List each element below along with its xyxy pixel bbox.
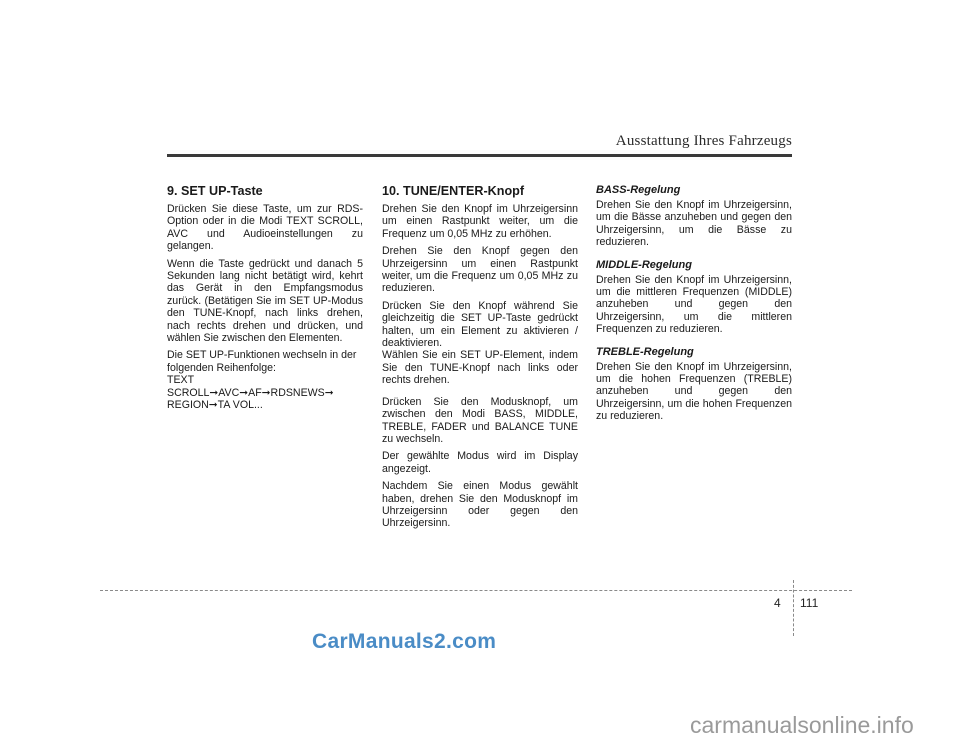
paragraph: Drehen Sie den Knopf gegen den Uhrzeigersinn um einen Rastpunkt weiter, um die Frequenz um 0,05 MHz zu reduzieren.	[382, 245, 578, 295]
chapter-number: 4	[774, 596, 781, 610]
paragraph: Wählen Sie ein SET UP-Element, indem Sie den TUNE-Knopf nach links oder rechts drehen.	[382, 349, 578, 387]
paragraph: Die SET UP-Funktionen wechseln in der folgenden Reihenfolge:	[167, 349, 357, 374]
paragraph: Wenn die Taste gedrückt und danach 5 Sekunden lang nicht betätigt wird, kehrt das Gerät in den Empfangsmodus zurück. (Betätigen Sie im SET UP-Modus den TUNE-Knopf, nach links drehen, nach rechts drehen und drücken, und wählen Sie zwischen den Elementen.	[167, 257, 363, 345]
section-heading: 9. SET UP-Taste	[167, 184, 263, 198]
treble-text: Drehen Sie den Knopf im Uhrzeigersinn, um die hohen Frequenzen (TREBLE) anzuheben und gegen den Uhrzeigersinn, um die hohen Frequenzen zu reduzieren.	[596, 360, 792, 423]
paragraph: Drücken Sie diese Taste, um zur RDS-Option oder in die Modi TEXT SCROLL, AVC und Audioeinstellungen zu gelangen.	[167, 203, 363, 253]
column-sound-regelung	[596, 184, 792, 428]
manualsonline-watermark: carmanualsonline.info	[690, 712, 914, 738]
treble-heading: TREBLE-Regelung	[596, 345, 694, 358]
function-sequence: TEXT SCROLL➞AVC➞AF➞RDSNEWS➞ REGION➞TA VOL...	[167, 374, 334, 412]
footer-dashed-rule	[100, 590, 852, 591]
section-heading: 10. TUNE/ENTER-Knopf	[382, 184, 525, 198]
paragraph: Drücken Sie den Knopf während Sie gleichzeitig die SET UP-Taste gedrückt halten, um ein Element zu aktivieren / deaktivieren.	[382, 299, 578, 350]
footer-vertical-dashed-rule	[793, 580, 794, 636]
page-number: 111	[800, 596, 819, 610]
bass-heading: BASS-Regelung	[596, 184, 681, 196]
paragraph: Drücken Sie den Modusknopf, um zwischen den Modi BASS, MIDDLE, TREBLE, FADER und BALANCE TUNE zu wechseln.	[382, 395, 578, 445]
page-header-title: Ausstattung Ihres Fahrzeugs	[615, 133, 792, 149]
paragraph: Der gewählte Modus wird im Display angezeigt.	[382, 450, 578, 475]
header-rule	[167, 154, 792, 157]
bass-text: Drehen Sie den Knopf im Uhrzeigersinn, um die Bässe anzuheben und gegen den Uhrzeigersinn, um die Bässe zu reduzieren.	[596, 199, 792, 249]
middle-heading: MIDDLE-Regelung	[596, 258, 692, 271]
column-set-up-taste	[167, 184, 363, 417]
middle-text: Drehen Sie den Knopf im Uhrzeigersinn, um die mittleren Frequenzen (MIDDLE) anzuheben und gegen den Uhrzeigersinn, um die mittleren Frequenzen zu reduzieren.	[596, 273, 792, 336]
paragraph: Nachdem Sie einen Modus gewählt haben, drehen Sie den Modusknopf im Uhrzeigersinn oder gegen den Uhrzeigersinn.	[382, 480, 578, 530]
column-tune-enter-knopf	[382, 184, 578, 535]
paragraph: Drehen Sie den Knopf im Uhrzeigersinn um einen Rastpunkt weiter, um die Frequenz um 0,05 MHz zu erhöhen.	[382, 203, 578, 240]
carmanuals-watermark[interactable]: CarManuals2.com	[312, 630, 497, 653]
